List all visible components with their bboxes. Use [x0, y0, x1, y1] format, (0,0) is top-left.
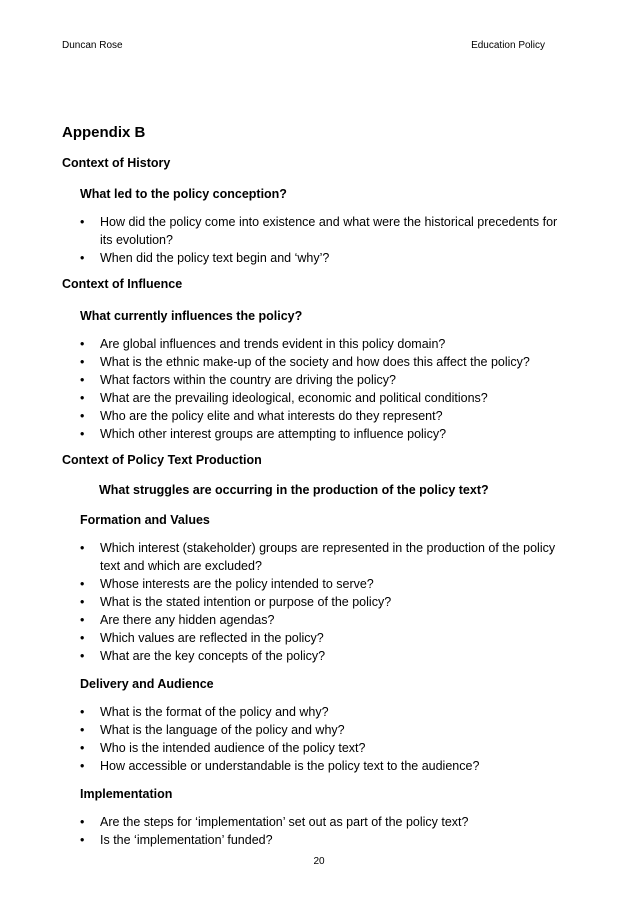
influence-bullets — [62, 335, 562, 443]
list-item: • What is the format of the policy and why? — [80, 703, 562, 721]
section-title-production: Context of Policy Text Production — [62, 453, 262, 467]
implementation-bullets — [62, 813, 562, 849]
list-item: • Which interest (stakeholder) groups are represented in the production of the policy text and which are excluded? — [80, 539, 562, 575]
list-item: • What is the stated intention or purpose of the policy? — [80, 593, 562, 611]
list-item: • How accessible or understandable is the policy text to the audience? — [80, 757, 562, 775]
list-item: • What are the key concepts of the policy? — [80, 647, 562, 665]
header-author: Duncan Rose — [62, 40, 123, 51]
delivery-title: Delivery and Audience — [80, 677, 214, 691]
history-bullets — [62, 213, 562, 267]
page-content — [62, 123, 562, 849]
list-item: • What factors within the country are driving the policy? — [80, 371, 562, 389]
section-title-history: Context of History — [62, 156, 171, 170]
page-number: 20 — [313, 856, 325, 867]
influence-question: What currently influences the policy? — [80, 309, 303, 323]
delivery-bullets — [62, 703, 562, 775]
list-item: • When did the policy text begin and ‘why’? — [80, 249, 562, 267]
list-item: • What are the prevailing ideological, economic and political conditions? — [80, 389, 562, 407]
list-item: • Who is the intended audience of the policy text? — [80, 739, 562, 757]
formation-bullets — [62, 539, 562, 665]
section-title-influence: Context of Influence — [62, 277, 183, 291]
list-item: • How did the policy come into existence and what were the historical precedents for its evolution? — [80, 213, 562, 249]
list-item: • What is the language of the policy and why? — [80, 721, 562, 739]
list-item: • Are global influences and trends evident in this policy domain? — [80, 335, 562, 353]
running-header — [62, 40, 545, 51]
header-topic: Education Policy — [471, 40, 545, 51]
list-item: • What is the ethnic make-up of the society and how does this affect the policy? — [80, 353, 562, 371]
formation-title: Formation and Values — [80, 513, 210, 527]
list-item: • Who are the policy elite and what interests do they represent? — [80, 407, 562, 425]
history-question: What led to the policy conception? — [80, 187, 287, 201]
production-question: What struggles are occurring in the production of the policy text? — [99, 483, 489, 497]
list-item: • Are there any hidden agendas? — [80, 611, 562, 629]
list-item: • Is the ‘implementation’ funded? — [80, 831, 562, 849]
list-item: • Whose interests are the policy intended to serve? — [80, 575, 562, 593]
list-item: • Which other interest groups are attempting to influence policy? — [80, 425, 562, 443]
list-item: • Are the steps for ‘implementation’ set out as part of the policy text? — [80, 813, 562, 831]
list-item: • Which values are reflected in the policy? — [80, 629, 562, 647]
appendix-title: Appendix B — [62, 124, 146, 141]
implementation-title: Implementation — [80, 787, 173, 801]
